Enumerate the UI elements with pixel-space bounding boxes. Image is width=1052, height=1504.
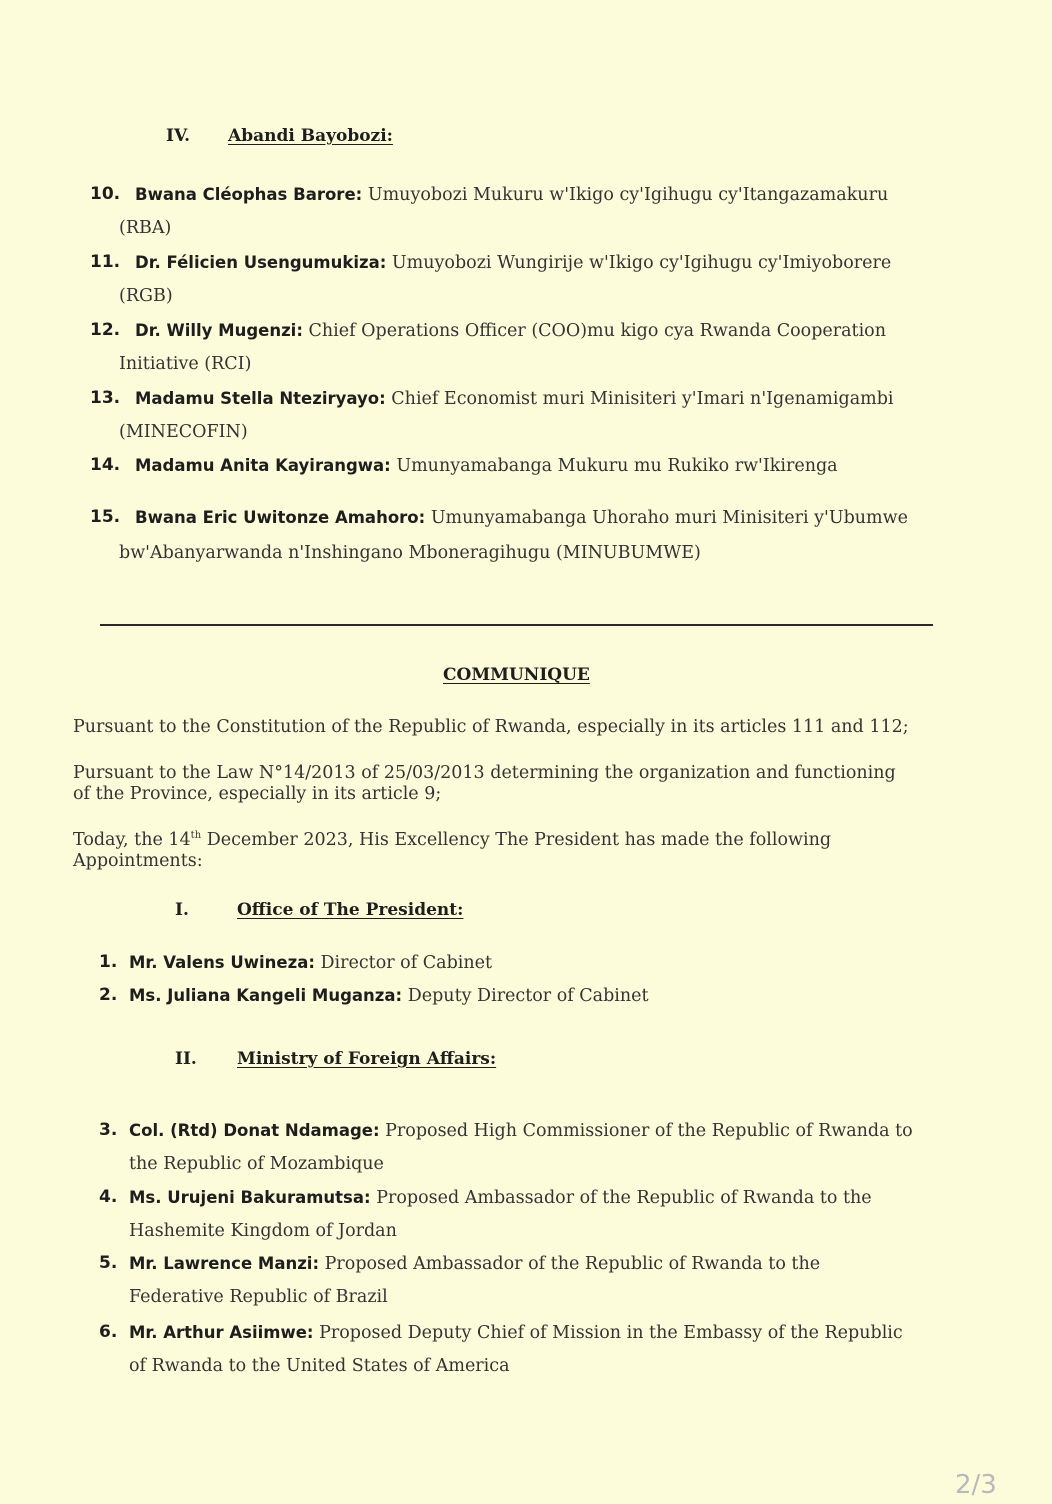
item-description: Umunyamabanga Mukuru mu Rukiko rw'Ikirenga [396, 456, 838, 476]
item-description: Proposed Ambassador of the Republic of Rwanda to the [324, 1254, 821, 1274]
item-number: 14. [90, 455, 121, 475]
paragraph-constitution: Pursuant to the Constitution of the Republic of Rwanda, especially in its articles 111 and 112; [73, 717, 909, 737]
item-description: Deputy Director of Cabinet [407, 986, 649, 1006]
person-name: Ms. Urujeni Bakuramutsa: [129, 1188, 371, 1207]
item-number: 15. [90, 507, 121, 527]
person-name: Bwana Eric Uwitonze Amahoro: [135, 508, 426, 527]
item-number: 6. [99, 1322, 118, 1342]
item-description: Proposed Deputy Chief of Mission in the Embassy of the Republic [319, 1323, 903, 1343]
page-number: 2/3 [955, 1470, 997, 1500]
item-description: Director of Cabinet [320, 953, 493, 973]
communique-title: COMMUNIQUE [443, 665, 590, 685]
item-description-continued: Federative Republic of Brazil [129, 1287, 388, 1307]
item-number: 2. [99, 985, 118, 1005]
person-name: Mr. Arthur Asiimwe: [129, 1323, 314, 1342]
list-item [99, 1181, 872, 1248]
list-item [99, 1316, 903, 1383]
section-number: IV. [166, 126, 191, 146]
item-number: 13. [90, 388, 121, 408]
item-description-continued: of Rwanda to the United States of America [129, 1356, 510, 1376]
item-description-continued: (RBA) [119, 218, 172, 238]
item-description-continued: bw'Abanyarwanda n'Inshingano Mboneragihugu (MINUBUMWE) [119, 543, 701, 563]
item-description-continued: Initiative (RCI) [119, 354, 252, 374]
person-name: Dr. Félicien Usengumukiza: [135, 253, 387, 272]
horizontal-divider [100, 624, 933, 626]
person-name: Bwana Cléophas Barore: [135, 185, 363, 204]
person-name: Madamu Anita Kayirangwa: [135, 456, 391, 475]
item-description-continued: (MINECOFIN) [119, 422, 248, 442]
item-number: 12. [90, 320, 121, 340]
section-heading-ii [175, 1049, 496, 1069]
section-title: Abandi Bayobozi: [228, 126, 393, 146]
paragraph-appointments: Today, the 14th December 2023, His Excellency The President has made the following Appointments: [73, 830, 832, 871]
list-item [99, 946, 492, 980]
item-number: 5. [99, 1253, 118, 1273]
item-description: Chief Operations Officer (COO)mu kigo cya Rwanda Cooperation [308, 321, 886, 341]
list-item [90, 178, 888, 245]
section-heading-i [175, 900, 463, 920]
person-name: Ms. Juliana Kangeli Muganza: [129, 986, 403, 1005]
item-description: Proposed Ambassador of the Republic of Rwanda to the [376, 1188, 872, 1208]
item-description: Proposed High Commissioner of the Republic of Rwanda to [385, 1121, 913, 1141]
item-description-continued: (RGB) [119, 286, 173, 306]
person-name: Col. (Rtd) Donat Ndamage: [129, 1121, 380, 1140]
person-name: Madamu Stella Nteziryayo: [135, 389, 386, 408]
section-number: I. [175, 900, 189, 920]
section-number: II. [175, 1049, 197, 1069]
item-description: Umunyamabanga Uhoraho muri Minisiteri y'Ubumwe [430, 508, 908, 528]
list-item [90, 382, 894, 449]
section-heading-iv [166, 126, 393, 146]
item-number: 10. [90, 184, 121, 204]
list-item [99, 979, 649, 1013]
item-description-continued: the Republic of Mozambique [129, 1154, 384, 1174]
item-number: 3. [99, 1120, 118, 1140]
section-title: Ministry of Foreign Affairs: [237, 1049, 497, 1069]
item-description: Umuyobozi Mukuru w'Ikigo cy'Igihugu cy'Itangazamakuru [367, 185, 889, 205]
list-item [90, 449, 838, 483]
list-item [99, 1247, 820, 1314]
item-description-continued: Hashemite Kingdom of Jordan [129, 1221, 397, 1241]
section-title: Office of The President: [237, 900, 464, 920]
list-item [99, 1114, 913, 1181]
list-item [90, 314, 886, 381]
person-name: Mr. Valens Uwineza: [129, 953, 315, 972]
person-name: Dr. Willy Mugenzi: [135, 321, 303, 340]
person-name: Mr. Lawrence Manzi: [129, 1254, 320, 1273]
item-description: Chief Economist muri Minisiteri y'Imari n'Igenamigambi [391, 389, 894, 409]
item-number: 11. [90, 252, 121, 272]
item-description: Umuyobozi Wungirije w'Ikigo cy'Igihugu cy'Imiyoborere [391, 253, 892, 273]
item-number: 4. [99, 1187, 118, 1207]
list-item [90, 500, 908, 571]
list-item [90, 246, 891, 313]
paragraph-law: Pursuant to the Law N°14/2013 of 25/03/2013 determining the organization and functioning of the Province, especially in its article 9; [73, 763, 896, 804]
item-number: 1. [99, 952, 118, 972]
